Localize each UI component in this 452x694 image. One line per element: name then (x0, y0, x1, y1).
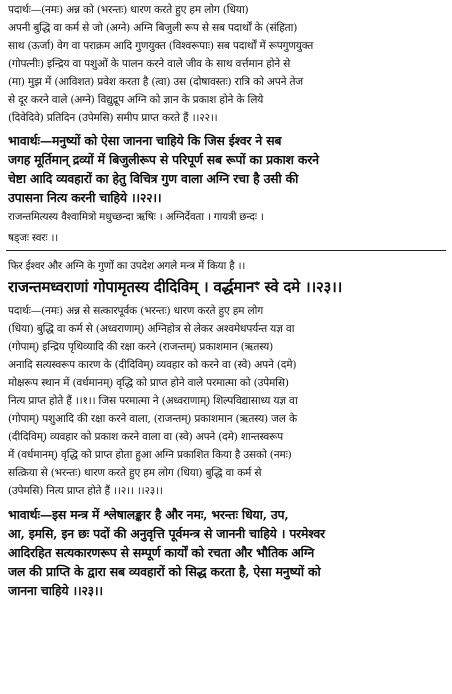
text-line: पदार्थः—(नमः) अन्न से सत्कारपूर्वक (भरन्तः) धारण करते हुए हम लोग (8, 305, 263, 317)
text-line: आदिरहित सत्यकारणरूप से सम्पूर्ण कार्यों को रचता और भौतिक अग्नि (8, 545, 315, 560)
text-line: राजन्तमित्यस्य वैश्वामित्रो मधुच्छन्दा ऋषिः । अग्निर्देवता । गायत्री छन्दः । (8, 211, 264, 223)
text-line: मोक्षरूप स्थान में (वर्धमानम्) वृद्धि को प्राप्त होने वाले परमात्मा को (उपेमसि) (8, 377, 289, 389)
section-divider (6, 250, 446, 251)
text-line: (गोपाम्) पशुआदि की रक्षा करने वाला, (राजन्तम्) प्रकाशमान (ऋतस्य) जल के (8, 413, 297, 425)
text-line: राजन्तमध्वराणां गोपामृतस्य दीदिविम् । वर्द्धमानꣳ स्वे दमे ।।२३।। (8, 278, 343, 296)
text-line: भावार्थः—इस मन्त्र में श्लेषालङ्कार है और नमः, भरन्तः धिया, उप, (8, 507, 289, 522)
text-line: (उपेमसि) नित्य प्राप्त होते हैं ।।२।। ।।२३।। (8, 485, 163, 497)
text-line: सत्क्रिया से (भरन्तः) धारण करते हुए हम लोग (धिया) बुद्धि वा कर्म से (8, 467, 262, 479)
text-line: षड्जः स्वरः ।। (8, 232, 59, 244)
text-line: साथ (ऊर्जा) वेग वा पराक्रम आदि गुणयुक्त (विश्वरूपाः) सब पदार्थों में रूपगुणयुक्त (8, 40, 314, 52)
text-line: नित्य प्राप्त होते हैं ।।१।। जिस परमात्मा ने (अध्वराणाम्) शिल्पविद्यासाध्य यज्ञ वा (8, 395, 298, 407)
text-line: जल की प्राप्ति के द्वारा सब व्यवहारों को सिद्ध करता है, ऐसा मनुष्यों को (8, 564, 321, 579)
text-line: (गोपाम्) इन्द्रिय पृथिव्यादि की रक्षा करने (राजन्तम्) प्रकाशमान (ऋतस्य) (8, 341, 274, 353)
text-line: अपनी बुद्धि वा कर्म से जो (अग्ने) अग्नि बिजुली रूप से सब पदार्थों के (संहिता) (8, 22, 298, 34)
text-line: से दूर करने वाले (अग्ने) विद्युद्रूप अग्नि को ज्ञान के प्रकाश होने के लिये (8, 94, 264, 106)
text-line: उपासना नित्य करनी चाहिये ।।२२।। (8, 190, 162, 205)
text-line: भावार्थः—मनुष्यों को ऐसा जानना चाहिये कि जिस ईश्वर ने सब (8, 133, 282, 148)
text-line: पदार्थः—(नमः) अन्न को (भरन्तः) धारण करते हुए हम लोग (धिया) (8, 4, 249, 16)
text-line: जगह मूर्तिमान् द्रव्यों में बिजुलीरूप से परिपूर्ण सब रूपों का प्रकाश करने (8, 152, 319, 167)
text-line: (दीदिविम्) व्यवहार को प्रकाश करने वाला वा (स्वे) अपने (दमे) शान्तस्वरूप (8, 431, 283, 443)
text-line: फिर ईश्वर और अग्नि के गुणों का उपदेश अगले मन्त्र में किया है ।। (8, 260, 246, 272)
text-line: (गोपत्नीः) इन्द्रिय वा पशुओं के पालन करने वाले जीव के साथ वर्त्तमान होने से (8, 58, 291, 70)
text-line: (धिया) बुद्धि वा कर्म से (अध्वराणाम्) अग्निहोत्र से लेकर अश्वमेधपर्यन्त यज्ञ वा (8, 323, 295, 335)
text-line: में (वर्धमानम्) वृद्धि को प्राप्त होता हुआ अग्नि प्रकाशित किया है उसको (नमः) (8, 449, 292, 461)
text-line: जानना चाहिये ।।२३।। (8, 583, 103, 598)
text-line: आ, इमसि, इन छः पदों की अनुवृत्ति पूर्वमन्त्र से जाननी चाहिये । परमेश्वर (8, 526, 325, 541)
text-line: (मा) मुझ में (आविशत) प्रवेश करता है (त्वा) उस (दोषावस्तः) रात्रि को अपने तेज (8, 76, 303, 88)
text-line: (दिवेदिवे) प्रतिदिन (उपेमसि) समीप प्राप्त करते हैं ।।२२।। (8, 112, 218, 124)
text-line: अनादि सत्यस्वरूप कारण के (दीदिविम्) व्यवहार को करने वा (स्वे) अपने (दमे) (8, 359, 297, 371)
text-line: चेष्टा आदि व्यवहारों का हेतु विचित्र गुण वाला अग्नि रचा है उसी की (8, 171, 299, 186)
